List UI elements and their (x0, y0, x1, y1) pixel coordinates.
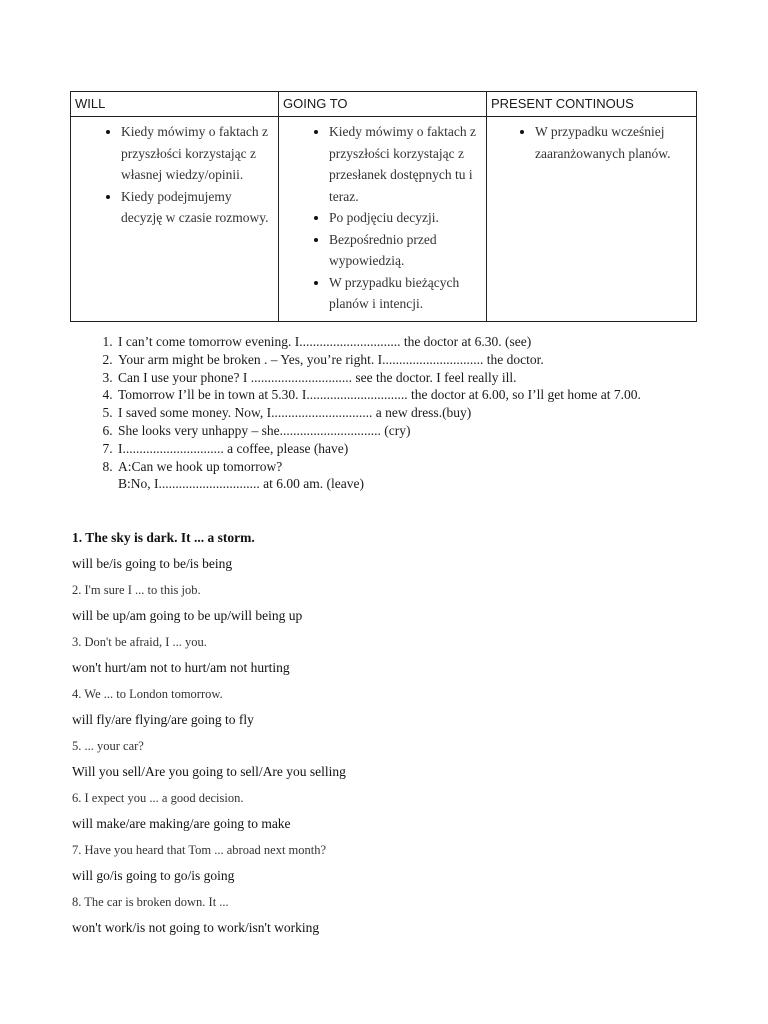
quiz-question: 5. ... your car? (72, 739, 144, 753)
going-to-rule: • Po podjęciu decyzji. (329, 207, 484, 229)
exercise-item (116, 404, 736, 422)
quiz-options: will be up/am going to be up/will being up (72, 608, 303, 623)
going-to-rule: • Bezpośrednio przed wypowiedzią. (329, 229, 484, 272)
going-to-rules-list (281, 121, 484, 315)
quiz-options: Will you sell/Are you going to sell/Are you selling (72, 764, 346, 779)
quiz-question: 1. The sky is dark. It ... a storm. (72, 530, 255, 545)
exercise-text: I.............................. a coffee, please (have) (118, 440, 349, 456)
cell-going-to (279, 117, 487, 322)
going-to-rule: • Kiedy mówimy o faktach z przyszłości korzystając z przesłanek dostępnych tu i teraz. (329, 121, 484, 207)
present-continuous-rules-list (489, 121, 694, 164)
exercise-item (116, 458, 736, 494)
present-continuous-rule: • W przypadku wcześniej zaaranżowanych planów. (535, 121, 694, 164)
exercise-text: She looks very unhappy – she.............................. (cry) (118, 422, 411, 438)
going-to-rule: • W przypadku bieżących planów i intencji. (329, 272, 484, 315)
exercise-item (116, 440, 736, 458)
exercise-item (116, 369, 736, 387)
quiz-options: will fly/are flying/are going to fly (72, 712, 254, 727)
cell-present-continuous (487, 117, 697, 322)
cell-will (71, 117, 279, 322)
quiz-question: 2. I'm sure I ... to this job. (72, 583, 201, 597)
exercise-text-line2: B:No, I.............................. at 6.00 am. (leave) (118, 476, 364, 492)
quiz-question: 8. The car is broken down. It ... (72, 895, 229, 909)
table-header-row (71, 92, 697, 117)
exercise-item (116, 333, 736, 351)
exercise-text: I can’t come tomorrow evening. I.............................. the doctor at 6.30. (see) (118, 334, 532, 349)
quiz-question: 7. Have you heard that Tom ... abroad next month? (72, 843, 327, 857)
quiz-options: will make/are making/are going to make (72, 816, 291, 831)
exercise-item (116, 386, 736, 404)
grammar-table (70, 91, 697, 322)
will-rule: • Kiedy mówimy o faktach z przyszłości korzystając z własnej wiedzy/opinii. (121, 121, 276, 186)
multiple-choice-quiz (72, 529, 712, 945)
quiz-options: will be/is going to be/is being (72, 556, 233, 571)
header-present-continuous: PRESENT CONTINOUS (487, 92, 697, 117)
exercise-text: Can I use your phone? I .............................. see the doctor. I feel really ill. (118, 369, 517, 385)
will-rule: • Kiedy podejmujemy decyzję w czasie rozmowy. (121, 186, 276, 229)
exercise-text: I saved some money. Now, I.............................. a new dress.(buy) (118, 405, 472, 421)
quiz-question: 4. We ... to London tomorrow. (72, 687, 223, 701)
header-going-to: GOING TO (279, 92, 487, 117)
exercise-item (116, 351, 736, 369)
table-body-row (71, 117, 697, 322)
quiz-options: will go/is going to go/is going (72, 868, 235, 883)
exercise-text: Tomorrow I’ll be in town at 5.30. I.............................. the doctor at 6.00, so I’ll get home at 7.00. (118, 387, 641, 403)
quiz-options: won't work/is not going to work/isn't working (72, 920, 320, 935)
exercise-text: Your arm might be broken . – Yes, you’re right. I.............................. the doctor. (118, 351, 544, 367)
quiz-question: 6. I expect you ... a good decision. (72, 791, 244, 805)
quiz-options: won't hurt/am not to hurt/am not hurting (72, 660, 290, 675)
header-will: WILL (71, 92, 279, 117)
gap-fill-exercise-list (70, 333, 736, 493)
quiz-question: 3. Don't be afraid, I ... you. (72, 635, 207, 649)
exercise-text: A:Can we hook up tomorrow? (118, 458, 283, 474)
will-rules-list (73, 121, 276, 229)
exercise-item (116, 422, 736, 440)
